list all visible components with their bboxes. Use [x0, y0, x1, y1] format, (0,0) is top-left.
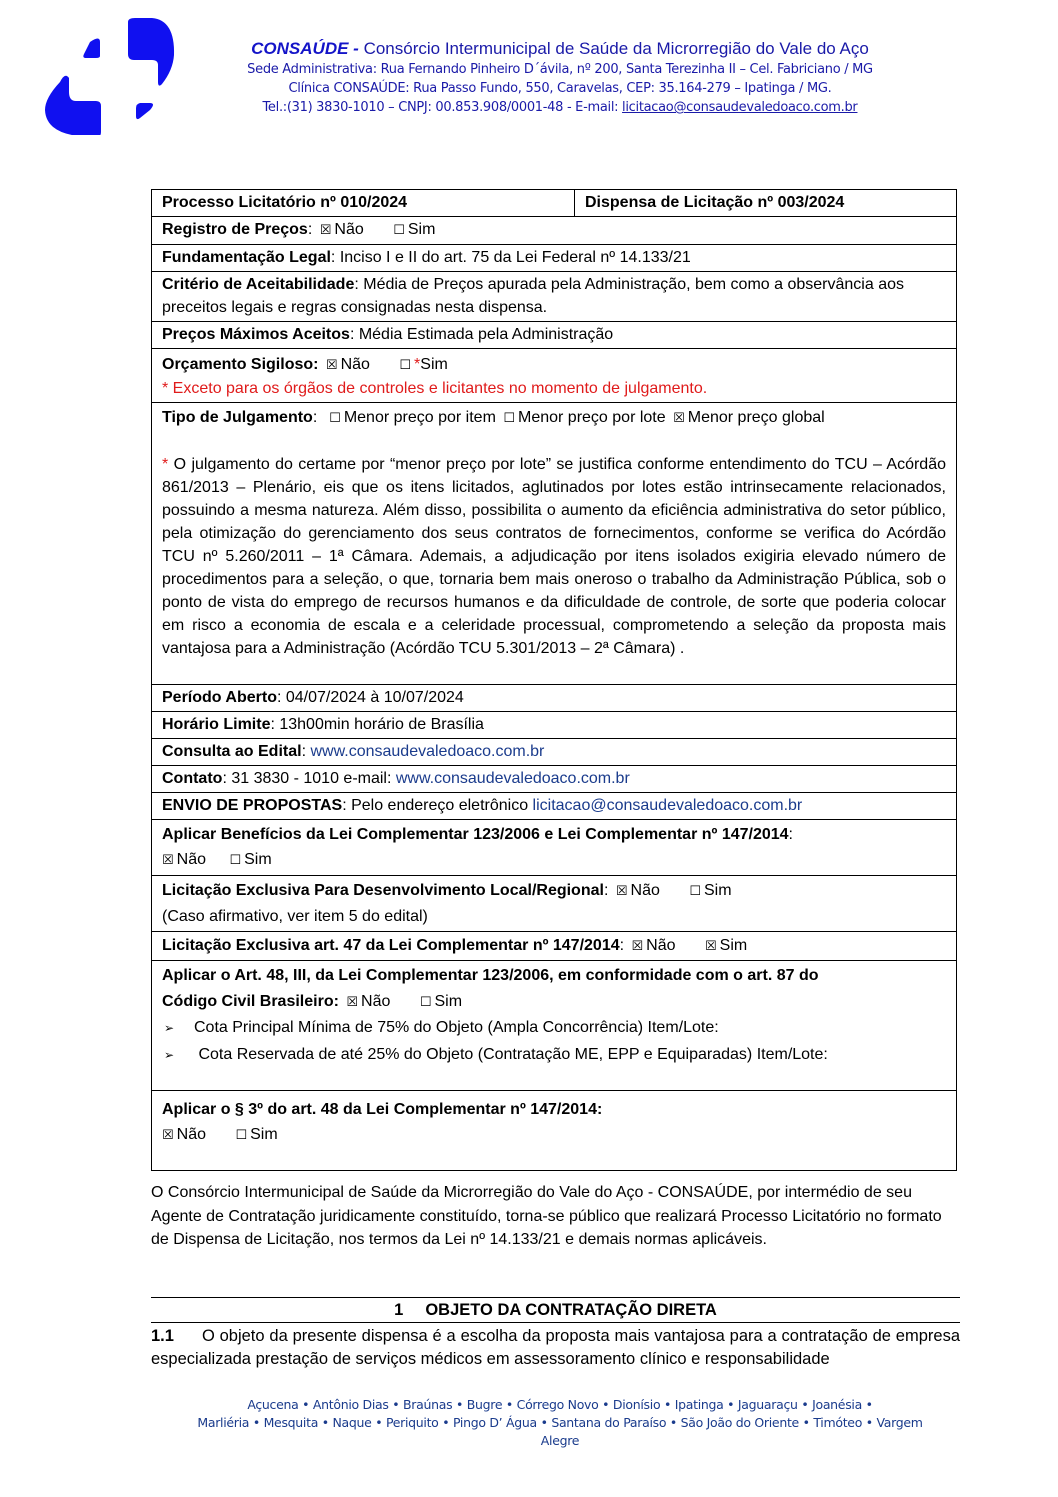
cota-principal-text: Cota Principal Mínima de 75% do Objeto (Ampla Concorrência) Item/Lote:	[194, 1019, 719, 1036]
list-item	[162, 1042, 946, 1069]
arrow-bullet-icon: ➢	[164, 1047, 175, 1062]
contato-link[interactable]: www.consaudevaledoaco.com.br	[395, 770, 630, 787]
table-row	[152, 961, 957, 1091]
field-label: Contato	[162, 770, 223, 787]
table-row	[152, 190, 957, 217]
table-row	[152, 349, 957, 403]
process-info-table	[151, 189, 957, 1171]
horario-cell	[152, 712, 957, 739]
footer-line: Alegre	[540, 1433, 580, 1448]
org-short-name: CONSAÚDE -	[251, 39, 359, 58]
option-nao: Não	[646, 937, 676, 954]
table-row	[152, 876, 957, 932]
beneficios-cell	[152, 820, 957, 876]
checkbox-checked-icon[interactable]: ☒	[162, 1128, 174, 1143]
checkbox-checked-icon[interactable]: ☒	[325, 358, 338, 373]
checkbox-checked-icon[interactable]: ☒	[162, 853, 174, 868]
processo-number: Processo Licitatório nº 010/2024	[152, 190, 575, 217]
checkbox-checked-icon[interactable]: ☒	[631, 939, 644, 954]
dispensa-number: Dispensa de Licitação nº 003/2024	[575, 190, 957, 217]
option-global: Menor preço global	[687, 409, 825, 426]
checkbox-unchecked-icon[interactable]: ☐	[419, 994, 432, 1010]
table-row	[152, 217, 957, 245]
periodo-cell	[152, 685, 957, 712]
separator: :	[301, 743, 311, 760]
org-title	[220, 38, 900, 60]
table-row	[152, 403, 957, 685]
checkbox-checked-icon[interactable]: ☒	[704, 939, 717, 954]
art48-cell	[152, 961, 957, 1091]
footer-line: Marliéria • Mesquita • Naque • Periquito • Pingo D’ Água • Santana do Paraíso • São João do Oriente • Timóteo • Vargem	[197, 1415, 923, 1430]
field-value: : Inciso I e II do art. 75 da Lei Federal nº 14.133/21	[330, 249, 691, 266]
orcamento-note: * Exceto para os órgãos de controles e licitantes no momento de julgamento.	[162, 380, 708, 397]
option-sim: Sim	[244, 851, 272, 868]
checkbox-unchecked-icon[interactable]: ☐	[235, 1128, 248, 1143]
beneficios-options	[162, 847, 946, 873]
checkbox-unchecked-icon[interactable]: ☐	[399, 358, 412, 373]
table-row	[152, 739, 957, 766]
table-row	[152, 932, 957, 961]
field-label: Licitação Exclusiva Para Desenvolvimento Local/Regional	[162, 882, 604, 899]
checkbox-unchecked-icon[interactable]: ☐	[229, 853, 242, 868]
footer-line: Açucena • Antônio Dias • Braúnas • Bugre • Córrego Novo • Dionísio • Ipatinga • Jaguaraçu • Joanésia •	[247, 1397, 873, 1412]
field-label: ENVIO DE PROPOSTAS	[162, 797, 343, 814]
option-lote: Menor preço por lote	[518, 409, 666, 426]
option-nao: Não	[340, 356, 370, 373]
field-value: : Média de Preços apurada pela Administração, bem como a observância aos preceitos legais e regras consignadas nesta dispensa.	[162, 276, 904, 316]
art47-cell	[152, 932, 957, 961]
par3-options	[162, 1122, 946, 1148]
clinic-line: Clínica CONSAÚDE: Rua Passo Fundo, 550, Caravelas, CEP: 35.164-279 – Ipatinga / MG.	[288, 81, 832, 96]
contato-cell	[152, 766, 957, 793]
section-item-1-1	[151, 1325, 960, 1371]
field-label: Registro de Preços	[162, 221, 308, 238]
field-label: Preços Máximos Aceitos	[162, 326, 350, 343]
table-row	[152, 1091, 957, 1171]
table-row	[152, 766, 957, 793]
local-regional-cell	[152, 876, 957, 932]
cota-reservada-text: Cota Reservada de até 25% do Objeto (Contratação ME, EPP e Equiparadas) Item/Lote:	[194, 1045, 828, 1063]
field-value: : 31 3830 - 1010 e-mail:	[222, 770, 396, 787]
table-row	[152, 272, 957, 322]
separator: :	[788, 826, 793, 843]
option-sim: Sim	[434, 992, 463, 1010]
table-row	[152, 685, 957, 712]
contact-prefix: Tel.:(31) 3830-1010 – CNPJ: 00.853.908/0001-48 - E-mail:	[262, 100, 623, 115]
consaude-logo-icon	[40, 10, 180, 135]
tipo-julgamento-cell	[152, 403, 957, 685]
option-nao: Não	[630, 882, 660, 899]
table-row	[152, 793, 957, 820]
table-row	[152, 712, 957, 739]
section-title: OBJETO DA CONTRATAÇÃO DIRETA	[425, 1301, 717, 1319]
option-item: Menor preço por item	[343, 409, 496, 426]
asterisk: *	[414, 356, 421, 373]
fundamentacao-cell	[152, 245, 957, 272]
julgamento-justification	[162, 453, 946, 660]
address-line: Sede Administrativa: Rua Fernando Pinheiro D´ávila, nº 200, Santa Terezinha II – Cel. Fabriciano / MG	[247, 62, 873, 77]
checkbox-unchecked-icon[interactable]: ☐	[329, 411, 341, 426]
field-value: : Média Estimada pela Administração	[349, 326, 614, 343]
par3-cell	[152, 1091, 957, 1171]
table-row	[152, 820, 957, 876]
footer-municipalities	[160, 1396, 960, 1450]
criterio-cell	[152, 272, 957, 322]
registro-precos-cell	[152, 217, 957, 245]
field-label: Consulta ao Edital	[162, 743, 302, 760]
checkbox-unchecked-icon[interactable]: ☐	[503, 411, 515, 426]
field-label: Horário Limite	[162, 716, 271, 733]
orcamento-sigiloso-cell	[152, 349, 957, 403]
intro-paragraph: O Consórcio Intermunicipal de Saúde da Microrregião do Vale do Aço - CONSAÚDE, por intermédio de seu Agente de Contratação juridicamente constituído, torna-se público que realizará Processo Licitatório no formato de Dispensa de Licitação, nos termos da Lei nº 14.133/21 e demais normas aplicáveis.	[151, 1184, 942, 1248]
field-label: Orçamento Sigiloso:	[162, 356, 319, 373]
option-sim: Sim	[703, 882, 732, 899]
julgamento-options	[162, 406, 946, 430]
precos-maximos-cell	[152, 322, 957, 349]
item-text: O objeto da presente dispensa é a escolha da proposta mais vantajosa para a contratação de empresa especializada prestação de serviços médicos em assessoramento clínico e responsabilidade	[151, 1327, 960, 1368]
field-label: Período Aberto	[162, 689, 277, 706]
justification-text: O julgamento do certame por “menor preço por lote” se justifica conforme entendimento do TCU – Acórdão 861/2013 – Plenário, eis que os itens licitados, aglutinados por lotes estão intrinsecamente relacionados, possuindo a mesma natureza. Além disso, possibilita o aumento da eficiência administrativa do setor público, pela otimização do gerenciamento dos seus contratos de fornecimentos, conforme se verifica do Acórdão TCU nº 5.260/2011 – 1ª Câmara. Ademais, a adjudicação por itens isolados exigiria elevado número de procedimentos para a seleção, o que, tornaria bem mais oneroso o trabalho da Administração Pública, sob o ponto de vista do emprego de recursos humanos e da dificuldade de controle, de sorte que poderia colocar em risco a economia de escala e a celeridade processual, comprometendo a seleção da proposta mais vantajosa para a Administração (Acórdão TCU 5.301/2013 – 2ª Câmara) .	[162, 456, 946, 657]
option-sim: Sim	[407, 221, 436, 238]
contact-line	[220, 98, 900, 117]
option-sim: Sim	[420, 356, 448, 373]
checkbox-unchecked-icon[interactable]: ☐	[689, 884, 701, 899]
field-label: Licitação Exclusiva art. 47 da Lei Complementar nº 147/2014	[162, 937, 620, 954]
separator: :	[603, 882, 609, 899]
art48-options	[162, 989, 946, 1016]
separator: :	[312, 409, 318, 426]
field-value: : Pelo endereço eletrônico	[342, 797, 533, 814]
email-link[interactable]: licitacao@consaudevaledoaco.com.br	[622, 100, 858, 115]
local-note: (Caso afirmativo, ver item 5 do edital)	[162, 908, 428, 925]
table-row	[152, 322, 957, 349]
section-number: 1	[394, 1301, 404, 1319]
checkbox-checked-icon[interactable]: ☒	[319, 223, 332, 238]
option-nao: Não	[176, 851, 207, 868]
checkbox-checked-icon[interactable]: ☒	[346, 994, 359, 1010]
section-heading	[151, 1297, 960, 1323]
option-nao: Não	[361, 992, 391, 1010]
envio-cell	[152, 793, 957, 820]
consulta-cell	[152, 739, 957, 766]
field-label: Aplicar Benefícios da Lei Complementar 123/2006 e Lei Complementar nº 147/2014	[162, 826, 789, 843]
field-label: Aplicar o Art. 48, III, da Lei Complementar 123/2006, em conformidade com o art. 87 do	[162, 967, 819, 984]
separator: :	[619, 937, 625, 954]
checkbox-checked-icon[interactable]: ☒	[615, 884, 628, 899]
field-label: Código Civil Brasileiro:	[162, 992, 339, 1010]
item-number: 1.1	[151, 1327, 174, 1345]
option-sim: Sim	[250, 1126, 278, 1143]
checkbox-unchecked-icon[interactable]: ☐	[393, 223, 405, 238]
option-nao: Não	[176, 1126, 207, 1143]
field-label: Fundamentação Legal	[162, 249, 331, 266]
org-full-name: Consórcio Intermunicipal de Saúde da Microrregião do Vale do Aço	[363, 39, 869, 58]
list-item	[162, 1015, 946, 1042]
edital-link[interactable]: www.consaudevaledoaco.com.br	[310, 743, 545, 760]
table-row	[152, 245, 957, 272]
arrow-bullet-icon: ➢	[164, 1021, 175, 1035]
letterhead	[220, 38, 900, 117]
field-value: : 04/07/2024 à 10/07/2024	[276, 689, 464, 706]
field-label: Tipo de Julgamento	[162, 409, 313, 426]
separator: :	[307, 221, 313, 238]
asterisk: *	[162, 456, 169, 473]
envio-email-link[interactable]: licitacao@consaudevaledoaco.com.br	[532, 797, 803, 814]
option-sim: Sim	[719, 937, 748, 954]
field-label: Aplicar o § 3º do art. 48 da Lei Complementar nº 147/2014:	[162, 1101, 603, 1118]
option-nao: Não	[334, 221, 364, 238]
field-value: : 13h00min horário de Brasília	[270, 716, 484, 733]
checkbox-checked-icon[interactable]: ☒	[673, 411, 685, 426]
field-label: Critério de Aceitabilidade	[162, 276, 355, 293]
